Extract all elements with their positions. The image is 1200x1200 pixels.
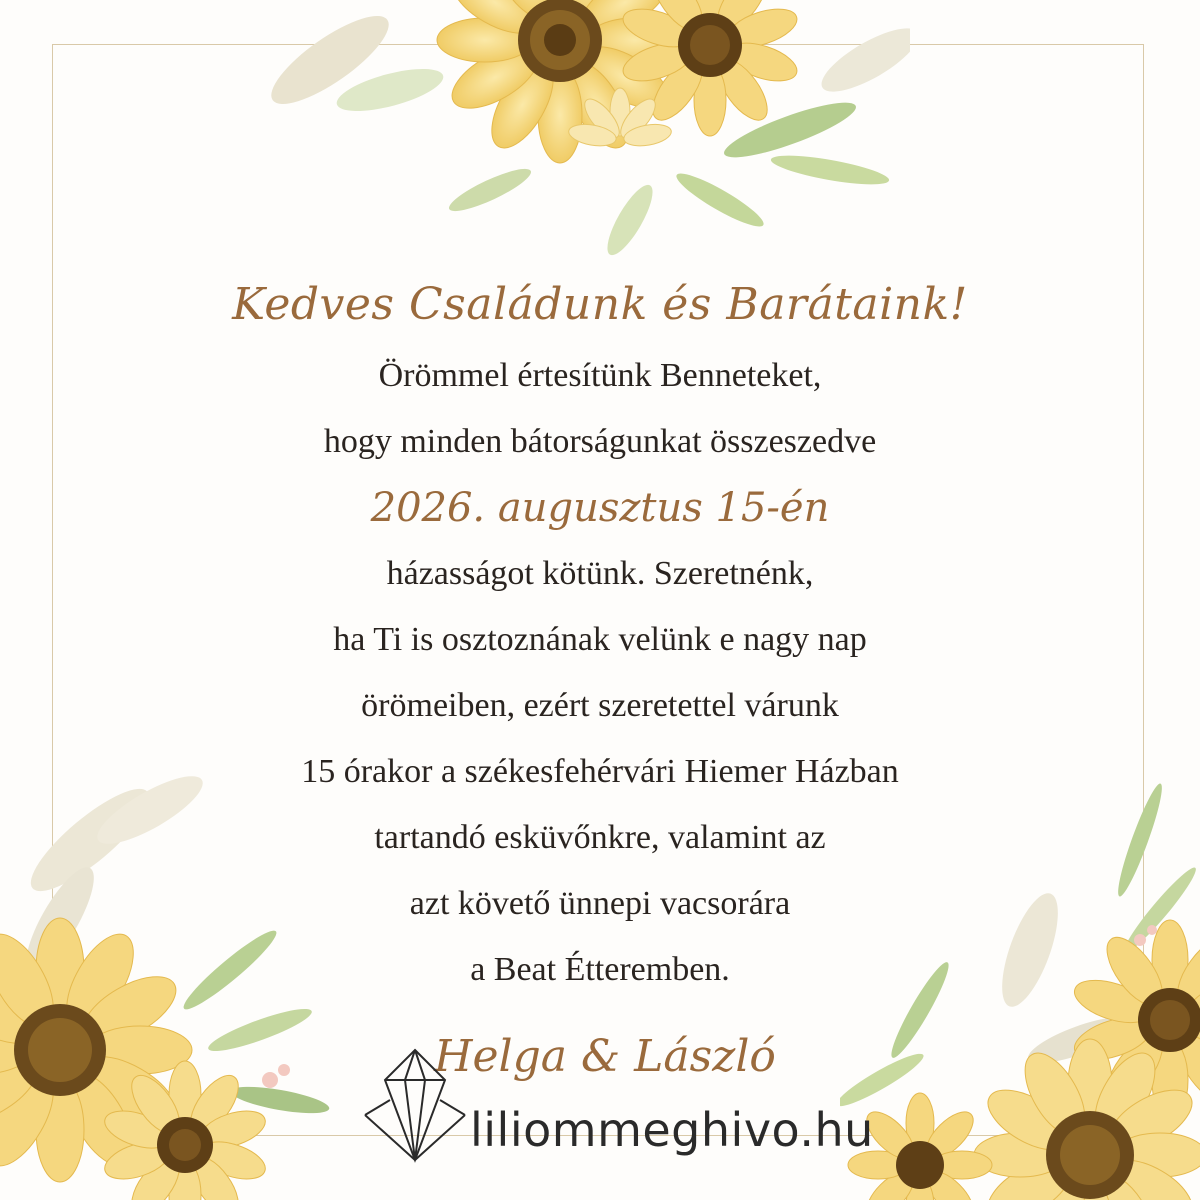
invitation-text [150,250,1050,1003]
wedding-date: 2026. augusztus 15-én [370,485,830,531]
body-line: házasságot kötünk. Szeretnénk, [386,555,814,592]
body-line: örömeiben, ezért szeretettel várunk [361,687,839,724]
crystal-logo-icon [360,1045,470,1165]
watermark-text: liliommeghivo.hu [470,1103,874,1157]
body-line: hogy minden bátorságunkat összeszedve [323,423,877,460]
couple-names: Helga & László [434,1031,776,1082]
greeting-heading: Kedves Családunk és Barátaink! [232,279,968,330]
body-line: Örömmel értesítünk Benneteket, [378,357,822,394]
body-line: azt követő ünnepi vacsorára [409,885,791,922]
body-line: 15 órakor a székesfehérvári Hiemer Házban [301,753,899,790]
sunflower-cluster-top [270,0,910,260]
body-line: tartandó esküvőnkre, valamint az [374,819,826,856]
body-line: a Beat Étteremben. [470,951,730,988]
body-line: ha Ti is osztoznának velünk e nagy nap [333,621,867,658]
